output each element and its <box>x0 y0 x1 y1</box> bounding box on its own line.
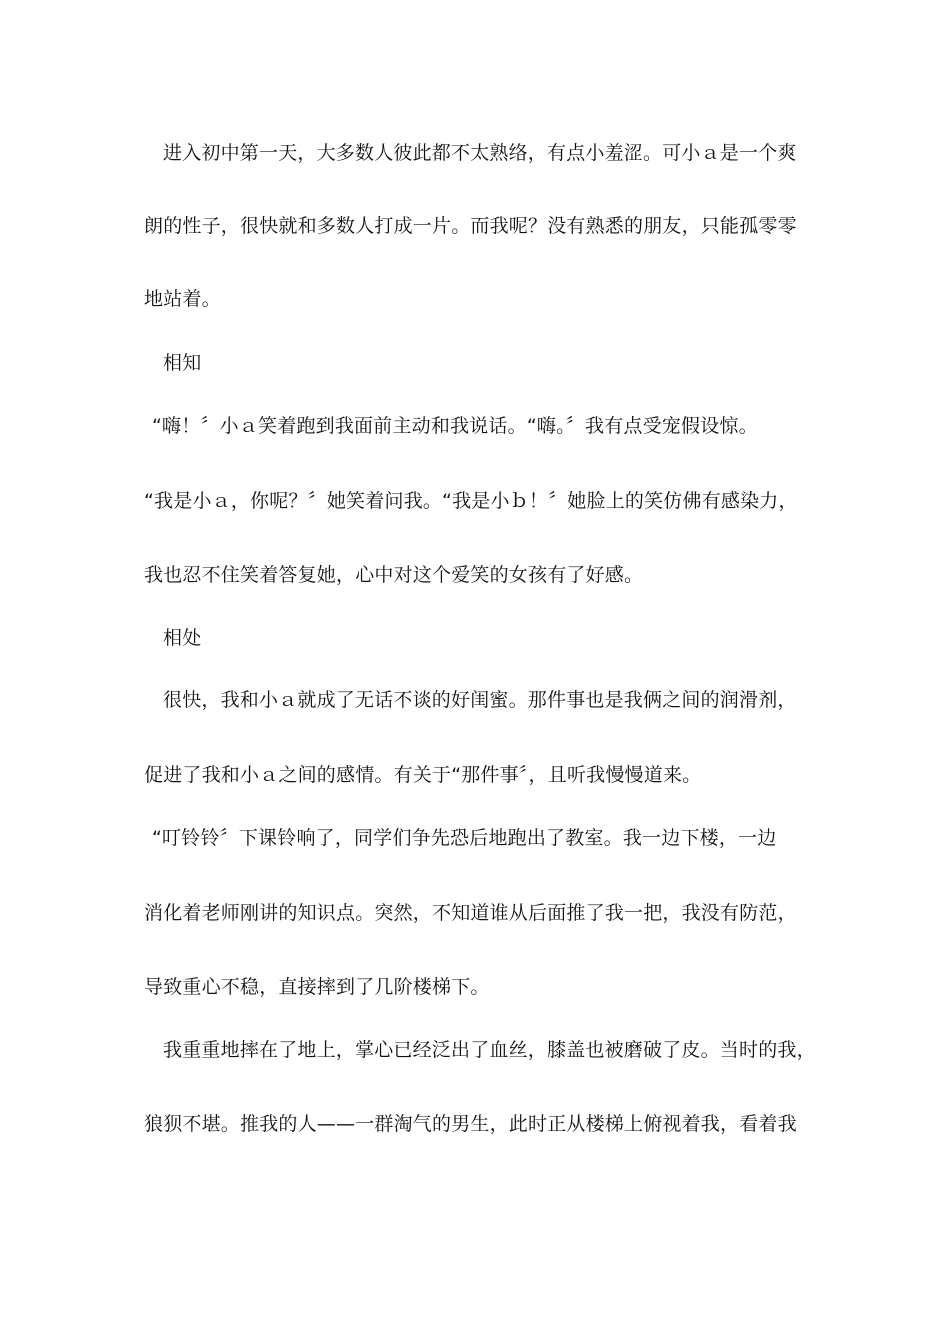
paragraph-line: 狼狈不堪。推我的人——一群淘气的男生，此时正从楼梯上俯视着我，看着我 <box>144 1113 797 1135</box>
section-heading: 相知 <box>163 352 202 374</box>
paragraph-line: 很快，我和小ａ就成了无话不谈的好闺蜜。那件事也是我俩之间的润滑剂， <box>163 689 797 711</box>
paragraph-line: “叮铃铃〞下课铃响了，同学们争先恐后地跑出了教室。我一边下楼，一边 <box>152 827 777 849</box>
paragraph-line: 我也忍不住笑着答复她，心中对这个爱笑的女孩有了好感。 <box>144 564 644 586</box>
paragraph-line: 我重重地摔在了地上，掌心已经泛出了血丝，膝盖也被磨破了皮。当时的我， <box>163 1039 816 1061</box>
paragraph-line: 促进了我和小ａ之间的感情。有关于“那件事〞，且听我慢慢道来。 <box>144 764 702 786</box>
paragraph-line: “我是小ａ，你呢？〞她笑着问我。“我是小ｂ！〞她脸上的笑仿佛有感染力， <box>144 490 798 512</box>
paragraph-line: 消化着老师刚讲的知识点。突然，不知道谁从后面推了我一把，我没有防范， <box>144 902 797 924</box>
paragraph-line: 进入初中第一天，大多数人彼此都不太熟络，有点小羞涩。可小ａ是一个爽 <box>163 142 797 164</box>
paragraph-line: 朗的性子，很快就和多数人打成一片。而我呢？没有熟悉的朋友，只能孤零零 <box>144 215 797 237</box>
section-heading: 相处 <box>163 627 202 649</box>
paragraph-line: 导致重心不稳，直接摔到了几阶楼梯下。 <box>144 976 490 998</box>
paragraph-line: 地站着。 <box>144 288 221 310</box>
paragraph-line: “嗨！〞小ａ笑着跑到我面前主动和我说话。“嗨。〞我有点受宠假设惊。 <box>152 415 758 437</box>
